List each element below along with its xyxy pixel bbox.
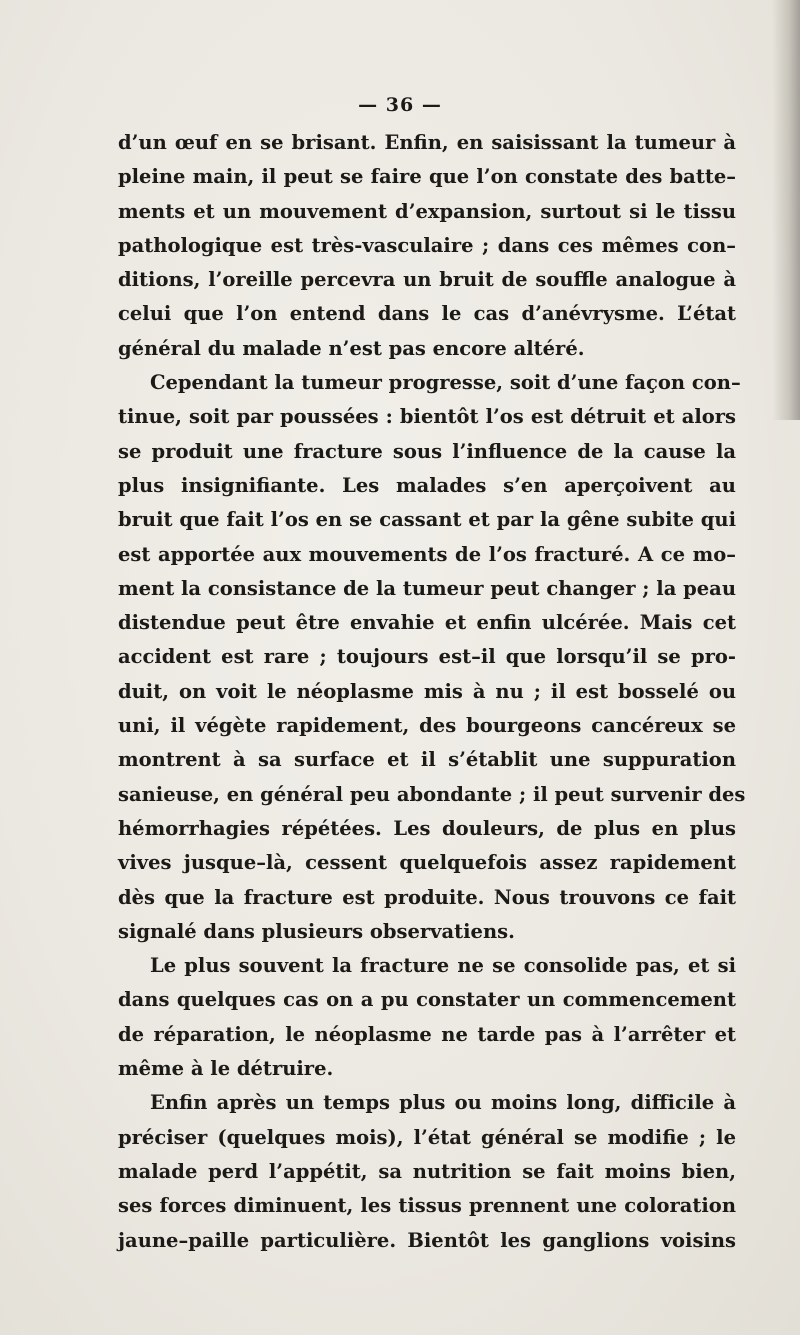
text-line: montrent à sa surface et il s’établit une suppuration: [118, 748, 736, 772]
text-line: signalé dans plusieurs observatiens.: [118, 919, 515, 943]
text-line: duit, on voit le néoplasme mis à nu ; il est bosselé ou: [118, 679, 736, 703]
text-line: plus insignifiante. Les malades s’en aperçoivent au: [118, 473, 736, 497]
text-line: d’un œuf en se brisant. Enfin, en saisissant la tumeur à: [118, 131, 736, 154]
text-line: Enfin après un temps plus ou moins long, difficile à: [150, 1091, 736, 1115]
page-edge-shadow: [772, 0, 800, 420]
text-line: sanieuse, en général peu abondante ; il peut survenir des: [118, 782, 746, 806]
text-line: dès que la fracture est produite. Nous trouvons ce fait: [118, 885, 736, 909]
text-line: distendue peut être envahie et enfin ulcérée. Mais cet: [118, 611, 736, 635]
text-line: vives jusque–là, cessent quelquefois assez rapidement: [118, 851, 736, 875]
text-line: ses forces diminuent, les tissus prennent une coloration: [118, 1194, 736, 1218]
text-line: ments et un mouvement d’expansion, surtout si le tissu: [118, 199, 736, 223]
text-line: se produit une fracture sous l’influence de la cause la: [118, 439, 736, 463]
page-number: — 36 —: [358, 94, 442, 116]
text-line: malade perd l’appétit, sa nutrition se fait moins bien,: [118, 1159, 736, 1183]
text-line: dans quelques cas on a pu constater un commencement: [118, 988, 736, 1012]
text-line: même à le détruire.: [118, 1057, 334, 1081]
text-line: Cependant la tumeur progresse, soit d’une façon con–: [150, 371, 741, 395]
text-line: hémorrhagies répétées. Les douleurs, de plus en plus: [118, 816, 736, 840]
text-line: jaune–paille particulière. Bientôt les ganglions voisins: [118, 1228, 736, 1252]
text-line: pleine main, il peut se faire que l’on constate des batte–: [118, 165, 736, 189]
body-text: [118, 126, 746, 1258]
text-line: Le plus souvent la fracture ne se consolide pas, et si: [150, 954, 736, 978]
text-line: uni, il végète rapidement, des bourgeons cancéreux se: [118, 714, 736, 738]
text-line: de réparation, le néoplasme ne tarde pas à l’arrêter et: [118, 1022, 736, 1046]
text-line: général du malade n’est pas encore altéré.: [118, 336, 585, 360]
text-line: préciser (quelques mois), l’état général se modifie ; le: [118, 1125, 736, 1149]
text-line: tinue, soit par poussées : bientôt l’os est détruit et alors: [118, 405, 736, 429]
text-line: est apportée aux mouvements de l’os fracturé. A ce mo–: [118, 542, 736, 566]
text-line: ment la consistance de la tumeur peut changer ; la peau: [118, 576, 736, 600]
text-line: accident est rare ; toujours est–il que lorsqu’il se pro-: [118, 645, 736, 669]
text-line: ditions, l’oreille percevra un bruit de souffle analogue à: [118, 268, 736, 292]
text-line: celui que l’on entend dans le cas d’anévrysme. L’état: [118, 302, 736, 326]
text-line: pathologique est très-vasculaire ; dans ces mêmes con–: [118, 233, 736, 257]
text-line: bruit que fait l’os en se cassant et par la gêne subite qui: [118, 508, 736, 532]
